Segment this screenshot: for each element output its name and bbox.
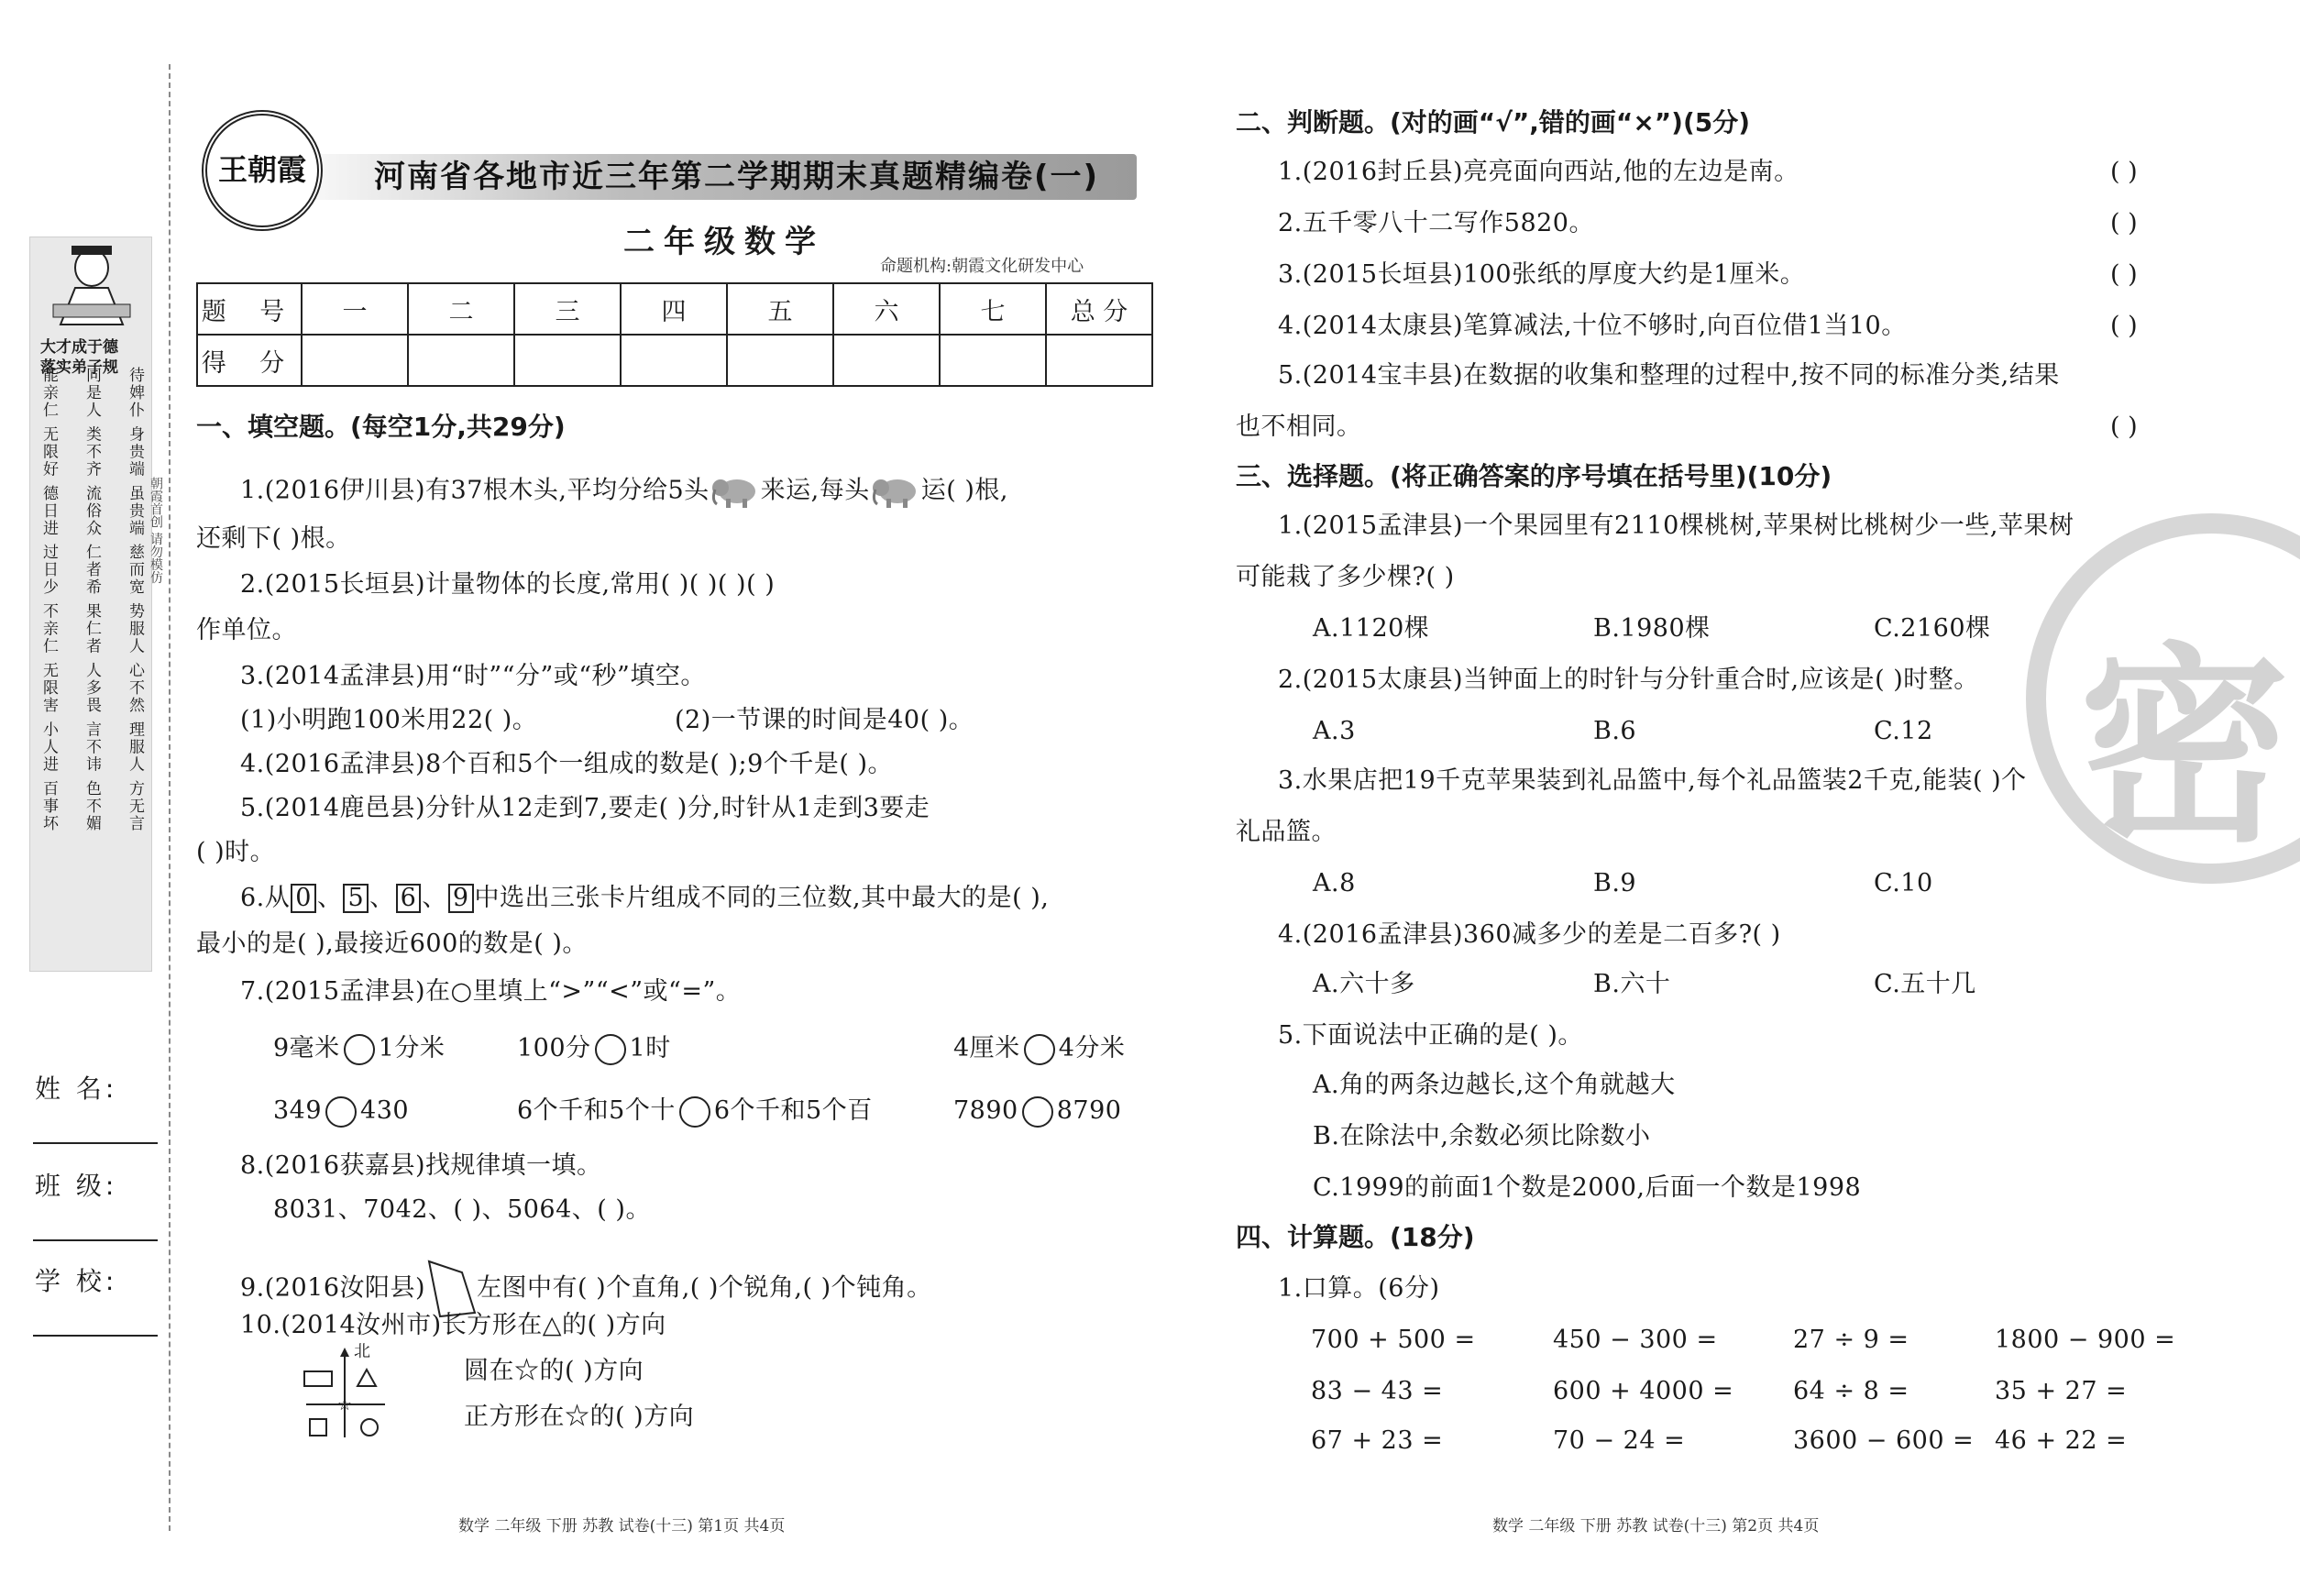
option: B.6 bbox=[1593, 717, 1637, 745]
q9-text-b: 左图中有( )个直角,( )个锐角,( )个钝角。 bbox=[477, 1273, 932, 1303]
copyright-note: 朝霞首创 请勿模仿 bbox=[149, 477, 163, 584]
judge-item-1: 1.(2016封丘县)亮亮面向西站,他的左边是南。 bbox=[1278, 158, 1799, 186]
score-cell[interactable] bbox=[621, 335, 727, 386]
question-1 bbox=[240, 473, 1008, 510]
score-header-cell: 三 bbox=[514, 283, 621, 335]
choice-3b: 礼品篮。 bbox=[1236, 818, 1337, 846]
name-label: 姓 名: bbox=[35, 1073, 118, 1104]
name-field[interactable] bbox=[33, 1142, 158, 1144]
judge-item-3: 3.(2015长垣县)100张纸的厚度大约是1厘米。 bbox=[1278, 260, 1806, 289]
compare-circle[interactable] bbox=[595, 1034, 626, 1065]
calc-item: 700 + 500 = bbox=[1311, 1326, 1476, 1354]
choice-3: 3.水果店把19千克苹果装到礼品篮中,每个礼品篮装2千克,能装( )个 bbox=[1278, 766, 2027, 795]
choice-2: 2.(2015太康县)当钟面上的时针与分针重合时,应该是( )时整。 bbox=[1278, 666, 1979, 694]
answer-paren[interactable]: ( ) bbox=[2110, 413, 2138, 441]
answer-paren[interactable]: ( ) bbox=[2110, 209, 2138, 237]
option: C.五十几 bbox=[1874, 970, 1976, 998]
score-row bbox=[197, 335, 1152, 386]
q7-compare-6 bbox=[953, 1095, 1121, 1128]
score-cell[interactable] bbox=[940, 335, 1046, 386]
compare-circle[interactable] bbox=[1022, 1096, 1053, 1128]
class-label: 班 级: bbox=[35, 1171, 118, 1201]
question-6 bbox=[240, 882, 1049, 915]
answer-paren[interactable]: ( ) bbox=[2110, 158, 2138, 186]
motto-column: 待婢仆 身贵端 虽贵端 慈而宽 势服人 心不然 理服人 方无言 bbox=[126, 367, 144, 832]
elephant-icon bbox=[872, 473, 919, 510]
option: B.六十 bbox=[1593, 970, 1671, 998]
calc-item: 600 + 4000 = bbox=[1553, 1377, 1734, 1405]
judge-item-5: 5.(2014宝丰县)在数据的收集和整理的过程中,按不同的标准分类,结果 bbox=[1278, 361, 2060, 390]
number-card: 5 bbox=[343, 884, 369, 913]
author-org: 命题机构:朝霞文化研发中心 bbox=[880, 257, 1084, 276]
q1-text-d: 还剩下( )根。 bbox=[196, 524, 351, 553]
answer-paren[interactable]: ( ) bbox=[2110, 312, 2138, 340]
score-header-cell: 总 分 bbox=[1046, 283, 1152, 335]
q7-right: 6个千和5个百 bbox=[713, 1096, 873, 1125]
score-cell[interactable] bbox=[408, 335, 514, 386]
direction-diagram bbox=[301, 1340, 389, 1443]
compare-circle[interactable] bbox=[679, 1096, 710, 1128]
q10-text-b: 圆在☆的( )方向 bbox=[464, 1357, 644, 1385]
q8-sequence: 8031、7042、( )、5064、( )。 bbox=[273, 1195, 651, 1224]
question-2: 2.(2015长垣县)计量物体的长度,常用( )( )( )( ) bbox=[240, 570, 776, 599]
judge-item-4: 4.(2014太康县)笔算减法,十位不够时,向百位借1当10。 bbox=[1278, 312, 1907, 340]
q1-text-a: 1.(2016伊川县)有37根木头,平均分给5头 bbox=[240, 476, 710, 505]
q6-separator: 、 bbox=[422, 884, 447, 912]
option: C.1999的前面1个数是2000,后面一个数是1998 bbox=[1313, 1173, 1862, 1202]
cut-line bbox=[169, 64, 171, 1531]
calc-item: 67 + 23 = bbox=[1311, 1426, 1444, 1455]
q7-left: 7890 bbox=[953, 1096, 1018, 1125]
q7-left: 6个千和5个十 bbox=[517, 1096, 676, 1125]
q7-right: 4分米 bbox=[1058, 1034, 1126, 1062]
q7-left: 100分 bbox=[517, 1034, 591, 1062]
calc-item: 3600 − 600 = bbox=[1793, 1426, 1975, 1455]
q7-right: 8790 bbox=[1056, 1096, 1122, 1125]
q6-text-a1: 6.从 bbox=[240, 884, 291, 912]
motto-column: 能亲仁 无限好 德日进 过日少 不亲仁 无限害 小人进 百事坏 bbox=[39, 367, 58, 832]
score-cell[interactable] bbox=[302, 335, 408, 386]
score-header-cell: 四 bbox=[621, 283, 727, 335]
score-header-cell: 七 bbox=[940, 283, 1046, 335]
choice-1b: 可能栽了多少棵?( ) bbox=[1236, 563, 1455, 591]
svg-text:☆: ☆ bbox=[336, 1395, 353, 1414]
option: A.角的两条边越长,这个角就越大 bbox=[1313, 1071, 1676, 1099]
q6-separator: 、 bbox=[369, 884, 395, 912]
question-8: 8.(2016获嘉县)找规律填一填。 bbox=[240, 1151, 602, 1180]
q7-right: 1时 bbox=[629, 1034, 671, 1062]
option: C.12 bbox=[1874, 717, 1933, 745]
page-title: 河南省各地市近三年第二学期期末真题精编卷(一) bbox=[374, 159, 1100, 195]
q7-compare-5 bbox=[517, 1095, 873, 1128]
option: B.1980棵 bbox=[1593, 614, 1711, 643]
calc-item: 27 ÷ 9 = bbox=[1793, 1326, 1909, 1354]
q3-part-2: (2)一节课的时间是40( )。 bbox=[675, 706, 974, 734]
q7-right: 430 bbox=[360, 1096, 410, 1125]
score-table bbox=[196, 282, 1153, 387]
school-field[interactable] bbox=[33, 1335, 158, 1337]
calc-item: 64 ÷ 8 = bbox=[1793, 1377, 1909, 1405]
q7-compare-4 bbox=[273, 1095, 409, 1128]
section1-title: 一、填空题。(每空1分,共29分) bbox=[196, 412, 566, 442]
q7-left: 349 bbox=[273, 1096, 323, 1125]
q5-text-b: ( )时。 bbox=[196, 838, 276, 866]
score-cell[interactable] bbox=[833, 335, 940, 386]
compare-circle[interactable] bbox=[325, 1096, 357, 1128]
number-card: 9 bbox=[448, 884, 474, 913]
score-header-row bbox=[197, 283, 1152, 335]
question-5: 5.(2014鹿邑县)分针从12走到7,要走( )分,时针从1走到3要走 bbox=[240, 794, 930, 822]
option: A.1120棵 bbox=[1313, 614, 1430, 643]
q7-left: 9毫米 bbox=[273, 1034, 340, 1062]
judge-item-5b: 也不相同。 bbox=[1236, 413, 1362, 441]
judge-item-2: 2.五千零八十二写作5820。 bbox=[1278, 209, 1594, 237]
choice-1: 1.(2015孟津县)一个果园里有2110棵桃树,苹果树比桃树少一些,苹果树 bbox=[1278, 512, 2074, 540]
scholar-illustration bbox=[48, 240, 136, 332]
logo-text: 王朝霞 bbox=[218, 152, 307, 187]
calc-item: 450 − 300 = bbox=[1553, 1326, 1718, 1354]
question-3: 3.(2014孟津县)用“时”“分”或“秒”填空。 bbox=[240, 662, 706, 690]
section4-title: 四、计算题。(18分) bbox=[1236, 1222, 1475, 1252]
q6-separator: 、 bbox=[316, 884, 343, 912]
calc-item: 70 − 24 = bbox=[1553, 1426, 1686, 1455]
q7-compare-2 bbox=[517, 1032, 671, 1065]
question-10: 10.(2014汝州市)长方形在△的( )方向 bbox=[240, 1311, 666, 1339]
school-label: 学 校: bbox=[35, 1266, 118, 1296]
compare-circle[interactable] bbox=[344, 1034, 375, 1065]
score-row-label: 得 分 bbox=[197, 335, 302, 386]
section3-title: 三、选择题。(将正确答案的序号填在括号里)(10分) bbox=[1236, 461, 1832, 491]
north-label: 北 bbox=[354, 1342, 370, 1361]
choice-5: 5.下面说法中正确的是( )。 bbox=[1278, 1021, 1583, 1050]
q1-text-c: 运( )根, bbox=[920, 476, 1008, 505]
motto-columns bbox=[37, 367, 147, 832]
score-header-cell: 二 bbox=[408, 283, 514, 335]
motto-top-1: 大才成于德 bbox=[40, 338, 118, 357]
option: C.2160棵 bbox=[1874, 614, 1991, 643]
calc-item: 1800 − 900 = bbox=[1995, 1326, 2176, 1354]
q3-part-1: (1)小明跑100米用22( )。 bbox=[240, 706, 538, 734]
choice-4: 4.(2016孟津县)360减多少的差是二百多?( ) bbox=[1278, 920, 1781, 949]
score-header-cell: 一 bbox=[302, 283, 408, 335]
calc-item: 46 + 22 = bbox=[1995, 1426, 2128, 1455]
score-cell[interactable] bbox=[1046, 335, 1152, 386]
number-card: 6 bbox=[396, 884, 422, 913]
elephant-icon bbox=[711, 473, 759, 510]
q6-text-a2: 中选出三张卡片组成不同的三位数,其中最大的是( ), bbox=[474, 884, 1050, 912]
footer-left: 数学 二年级 下册 苏教 试卷(十三) 第1页 共4页 bbox=[458, 1517, 786, 1535]
section2-title: 二、判断题。(对的画“√”,错的画“×”)(5分) bbox=[1236, 107, 1751, 138]
answer-paren[interactable]: ( ) bbox=[2110, 260, 2138, 289]
compass-icon bbox=[301, 1340, 389, 1443]
q9-text-a: 9.(2016汝阳县) bbox=[240, 1273, 426, 1303]
option: B.9 bbox=[1593, 869, 1637, 897]
score-header-cell: 题 号 bbox=[197, 283, 302, 335]
class-field[interactable] bbox=[33, 1239, 158, 1241]
calc-sub-1: 1.口算。(6分) bbox=[1278, 1274, 1440, 1303]
question-7: 7.(2015孟津县)在○里填上“>”“<”或“=”。 bbox=[240, 977, 742, 1006]
q7-left: 4厘米 bbox=[953, 1034, 1020, 1062]
footer-right: 数学 二年级 下册 苏教 试卷(十三) 第2页 共4页 bbox=[1492, 1517, 1820, 1535]
q2-text-b: 作单位。 bbox=[196, 616, 297, 644]
q1-text-b: 来运,每头 bbox=[760, 476, 870, 505]
q7-compare-3 bbox=[953, 1032, 1125, 1065]
calc-item: 83 − 43 = bbox=[1311, 1377, 1444, 1405]
subject-title: 二年级数学 bbox=[623, 224, 825, 260]
motto-column: 同是人 类不齐 流俗众 仁者希 果仁者 人多畏 言不讳 色不媚 bbox=[83, 367, 101, 832]
compare-circle[interactable] bbox=[1024, 1034, 1055, 1065]
option: A.3 bbox=[1313, 717, 1356, 745]
option: A.8 bbox=[1313, 869, 1356, 897]
option: C.10 bbox=[1874, 869, 1933, 897]
option: A.六十多 bbox=[1313, 970, 1415, 998]
score-cell[interactable] bbox=[514, 335, 621, 386]
score-cell[interactable] bbox=[727, 335, 833, 386]
watermark-char: 密 bbox=[2079, 626, 2291, 871]
q7-right: 1分米 bbox=[378, 1034, 446, 1062]
question-4: 4.(2016孟津县)8个百和5个一组成的数是( );9个千是( )。 bbox=[240, 750, 893, 778]
calc-item: 35 + 27 = bbox=[1995, 1377, 2128, 1405]
motto-top-2: 落实弟子规 bbox=[40, 358, 118, 377]
option: B.在除法中,余数必须比除数小 bbox=[1313, 1122, 1651, 1150]
q7-compare-1 bbox=[273, 1032, 445, 1065]
score-header-cell: 五 bbox=[727, 283, 833, 335]
q10-text-c: 正方形在☆的( )方向 bbox=[464, 1403, 695, 1431]
score-header-cell: 六 bbox=[833, 283, 940, 335]
number-card: 0 bbox=[291, 884, 316, 913]
q6-text-b: 最小的是( ),最接近600的数是( )。 bbox=[196, 930, 588, 958]
